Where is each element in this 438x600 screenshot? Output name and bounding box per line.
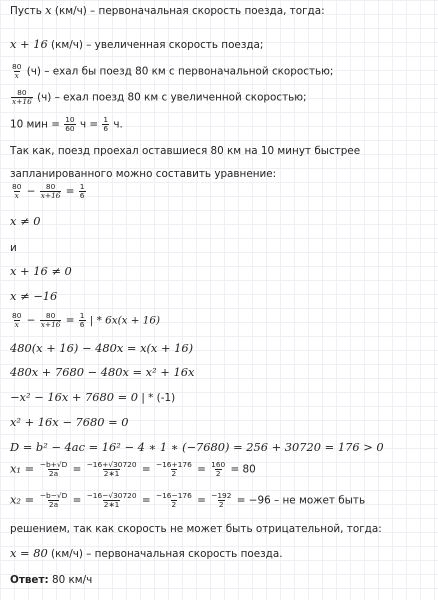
line-21: решением, так как скорость не может быть отрицательной, тогда:	[10, 523, 382, 535]
line-18: D = b² − 4ac = 16² − 4 ∗ 1 ∗ (−7680) = 256 + 30720 = 176 > 0	[10, 440, 384, 454]
math: −x² − 16x + 7680 = 0	[10, 390, 139, 404]
fraction: $\frac{1}{6}$	[103, 115, 109, 133]
line-20: x₂ = $\frac{-b-√D}{2a}$ = $\frac{-16-√30720}{2∗1}$ = $\frac{-16-176}{2}$ = $\frac{-192}{2}$ = −96 – не может быть	[10, 491, 366, 509]
line-5	[10, 116, 434, 133]
operator: =	[62, 314, 78, 327]
line-6: Так как, поезд проехал оставшиеся 80 км на 10 минут быстрее	[10, 145, 361, 157]
math: x	[45, 3, 52, 17]
fraction: $\frac{1}{6}$	[79, 182, 85, 200]
operator: =	[62, 185, 78, 198]
fraction: $\frac{1}{6}$	[79, 311, 85, 329]
fraction: $\frac{160}{2}$	[211, 460, 226, 478]
line-9: x ≠ 0	[10, 214, 41, 228]
line-3	[10, 63, 434, 80]
line-12: x ≠ −16	[10, 289, 58, 303]
line-17: x² + 16x − 7680 = 0	[10, 415, 129, 429]
fraction: $\frac{80}{x}$	[12, 182, 22, 200]
fraction: $\frac{-16-176}{2}$	[155, 491, 192, 509]
text: Пусть	[10, 5, 46, 17]
fraction: $\frac{80}{x+16}$	[12, 88, 32, 106]
fraction: $\frac{80}{x}$	[12, 311, 22, 329]
operator: −	[23, 185, 39, 198]
operator: −	[23, 314, 39, 327]
text: (км/ч) – первоначальная скорость поезда, тогда:	[51, 5, 325, 17]
fraction: $\frac{10}{60}$	[65, 115, 75, 133]
line-14: 480(x + 16) − 480x = x(x + 16)	[10, 341, 194, 355]
fraction: $\frac{-16+176}{2}$	[155, 460, 192, 478]
line-4	[10, 89, 434, 106]
line-19: x₁ = $\frac{-b+√D}{2a}$ = $\frac{-16+√30720}{2∗1}$ = $\frac{-16+176}{2}$ = $\frac{160}{2}$ = 80	[10, 460, 256, 478]
answer-label: Ответ:	[10, 574, 49, 586]
fraction: $\frac{80}{x+16}$	[40, 311, 61, 329]
text: ч.	[110, 118, 123, 131]
fraction: $\frac{-b+√D}{2a}$	[39, 460, 68, 478]
text: ч =	[76, 118, 102, 131]
math: | * 6x(x + 16)	[86, 314, 161, 327]
math: x = 80	[10, 546, 48, 560]
line-10: и	[10, 242, 17, 254]
text: | * (-1)	[138, 392, 176, 404]
math: x + 16	[10, 37, 48, 51]
math: x₂ =	[10, 492, 38, 507]
fraction: $\frac{-192}{2}$	[211, 491, 232, 509]
text: (ч) – ехал бы поезд 80 км с первоначальной скоростью;	[23, 65, 334, 78]
text: – не может быть	[270, 494, 366, 507]
fraction: $\frac{-b-√D}{2a}$	[39, 491, 68, 509]
text: (ч) – ехал поезд 80 км с увеличенной скоростью;	[33, 91, 307, 104]
answer-line	[10, 574, 434, 587]
line-1	[10, 4, 434, 18]
line-7: запланированного можно составить уравнение:	[10, 168, 277, 180]
line-22	[10, 547, 434, 561]
answer-value: 80 км/ч	[48, 574, 93, 586]
text: (км/ч) – первоначальная скорость поезда.	[47, 548, 283, 560]
line-13	[10, 312, 434, 329]
fraction: $\frac{80}{x+16}$	[40, 182, 61, 200]
fraction: $\frac{80}{x}$	[12, 62, 22, 80]
text: (км/ч) – увеличенная скорость поезда;	[47, 39, 264, 51]
line-8	[10, 183, 434, 200]
line-11: x + 16 ≠ 0	[10, 264, 72, 278]
line-15: 480x + 7680 − 480x = x² + 16x	[10, 365, 195, 379]
line-16	[10, 391, 434, 405]
text: 10 мин =	[10, 118, 64, 131]
math: x₁ =	[10, 461, 38, 476]
fraction: $\frac{-16+√30720}{2∗1}$	[86, 460, 137, 478]
line-2	[10, 38, 434, 52]
fraction: $\frac{-16-√30720}{2∗1}$	[86, 491, 137, 509]
